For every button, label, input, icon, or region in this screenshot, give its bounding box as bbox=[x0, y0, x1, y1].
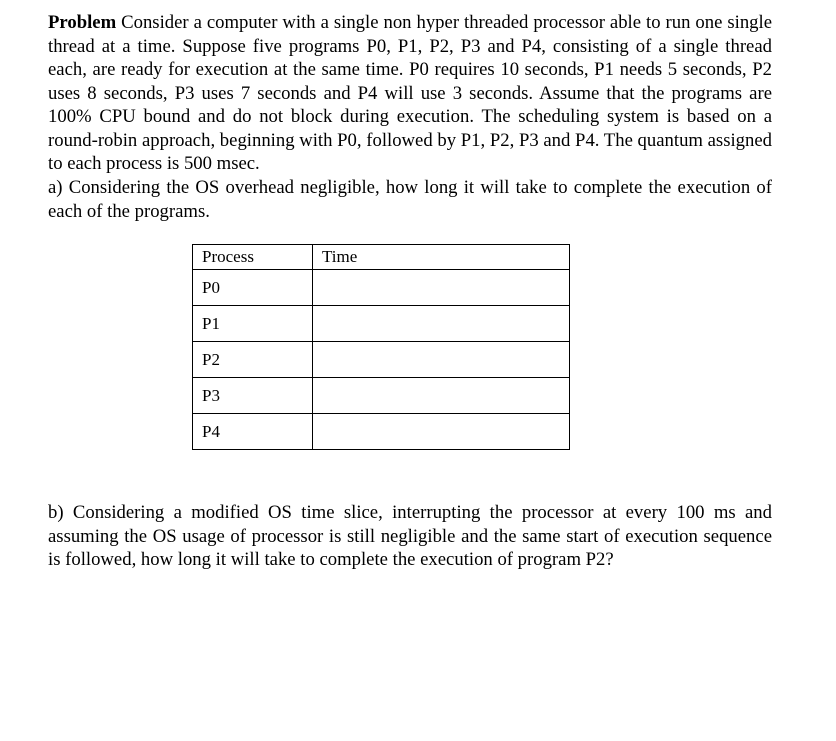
answer-table bbox=[192, 244, 570, 450]
process-cell: P3 bbox=[193, 378, 313, 414]
time-cell[interactable] bbox=[313, 378, 570, 414]
table-row bbox=[193, 270, 570, 306]
problem-statement bbox=[48, 11, 772, 176]
time-cell[interactable] bbox=[313, 414, 570, 450]
table-row bbox=[193, 414, 570, 450]
table-row bbox=[193, 306, 570, 342]
process-cell: P4 bbox=[193, 414, 313, 450]
table-row bbox=[193, 378, 570, 414]
header-process: Process bbox=[193, 245, 313, 270]
time-cell[interactable] bbox=[313, 306, 570, 342]
table-header-row bbox=[193, 245, 570, 270]
problem-heading: Problem bbox=[48, 12, 117, 33]
process-cell: P2 bbox=[193, 342, 313, 378]
table-row bbox=[193, 342, 570, 378]
time-cell[interactable] bbox=[313, 342, 570, 378]
part-b-question: b) Considering a modified OS time slice, interrupting the processor at every 100 ms and assuming the OS usage of processor is still negligible and the same start of execution sequence is followed, how long it will take to complete the execution of program P2? bbox=[48, 502, 772, 570]
problem-text: Consider a computer with a single non hyper threaded processor able to run one single thread at a time. Suppose five programs P0, P1, P2, P3 and P4, consisting of a single thread each, are ready for execution at the same time. P0 requires 10 seconds, P1 needs 5 seconds, P2 uses 8 seconds, P3 uses 7 seconds and P4 will use 3 seconds. Assume that the programs are 100% CPU bound and do not block during execution. The scheduling system is based on a round-robin approach, beginning with P0, followed by P1, P2, P3 and P4. The quantum assigned to each process is 500 msec. bbox=[48, 12, 772, 174]
process-cell: P0 bbox=[193, 270, 313, 306]
time-cell[interactable] bbox=[313, 270, 570, 306]
header-time: Time bbox=[313, 245, 570, 270]
part-a-question: a) Considering the OS overhead negligible, how long it will take to complete the execution of each of the programs. bbox=[48, 177, 772, 222]
process-cell: P1 bbox=[193, 306, 313, 342]
